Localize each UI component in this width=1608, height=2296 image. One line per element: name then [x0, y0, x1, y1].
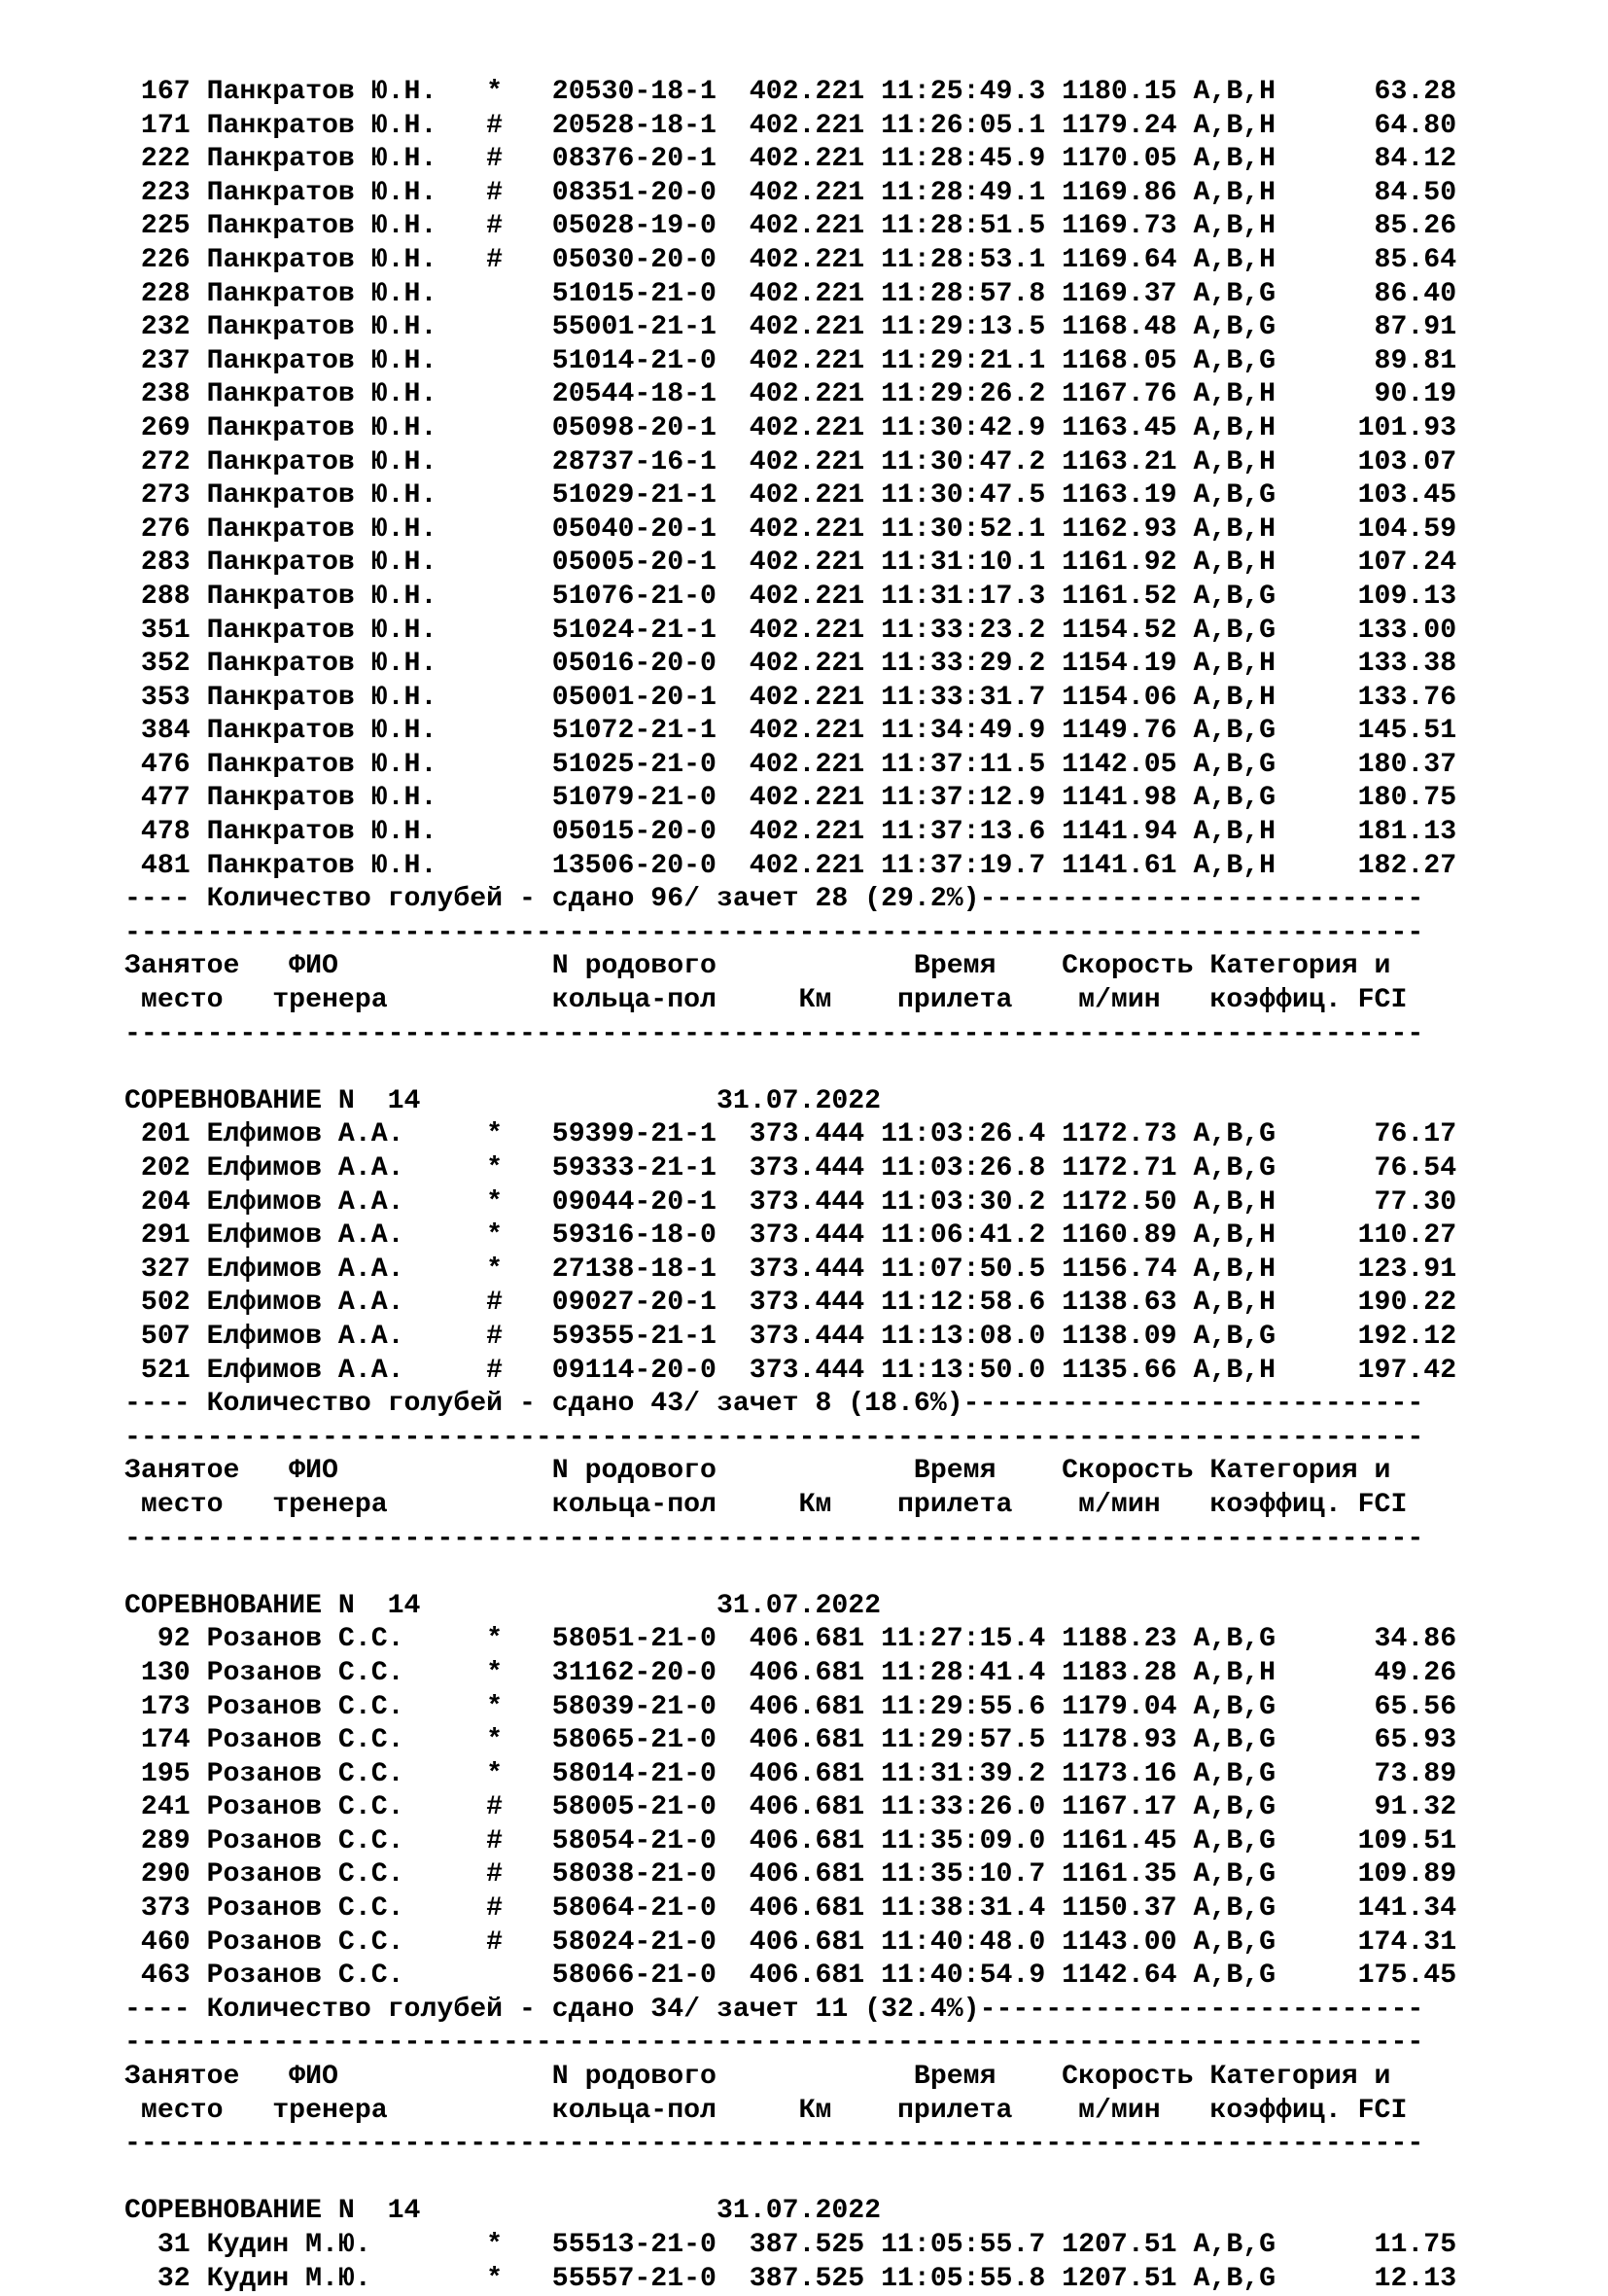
separator-line: -------------------------------------------------------------------------------	[124, 1523, 1424, 1554]
result-row: 204 Елфимов А.А. * 09044-20-1 373.444 11:03:30.2 1172.50 A,B,H 77.30	[124, 1186, 1457, 1218]
column-header: Занятое ФИО N родового Время Скорость Категория и	[124, 1456, 1391, 1487]
column-header: место тренера кольца-пол Км прилета м/мин коэффиц. FCI	[124, 2095, 1408, 2126]
result-row: 174 Розанов С.С. * 58065-21-0 406.681 11:29:57.5 1178.93 A,B,G 65.93	[124, 1725, 1457, 1756]
separator-line: -------------------------------------------------------------------------------	[124, 2028, 1424, 2059]
result-row: 460 Розанов С.С. # 58024-21-0 406.681 11:40:48.0 1143.00 A,B,G 174.31	[124, 1926, 1457, 1958]
result-row: 226 Панкратов Ю.Н. # 05030-20-0 402.221 11:28:53.1 1169.64 A,B,H 85.64	[124, 244, 1457, 275]
result-row: 283 Панкратов Ю.Н. 05005-20-1 402.221 11:31:10.1 1161.92 A,B,H 107.24	[124, 548, 1457, 579]
result-row: 241 Розанов С.С. # 58005-21-0 406.681 11:33:26.0 1167.17 A,B,G 91.32	[124, 1792, 1457, 1823]
result-row: 273 Панкратов Ю.Н. 51029-21-1 402.221 11:30:47.5 1163.19 A,B,G 103.45	[124, 480, 1457, 512]
column-header: место тренера кольца-пол Км прилета м/мин коэффиц. FCI	[124, 1489, 1408, 1520]
result-row: 291 Елфимов А.А. * 59316-18-0 373.444 11:06:41.2 1160.89 A,B,H 110.27	[124, 1220, 1457, 1252]
separator-line: -------------------------------------------------------------------------------	[124, 2129, 1424, 2160]
result-row: 32 Кудин М.Ю. * 55557-21-0 387.525 11:05:55.8 1207.51 A,B,G 12.13	[124, 2263, 1457, 2294]
pigeon-count-summary: ---- Количество голубей - сдано 96/ зачет 28 (29.2%)---------------------------	[124, 884, 1424, 915]
result-row: 478 Панкратов Ю.Н. 05015-20-0 402.221 11:37:13.6 1141.94 A,B,H 181.13	[124, 817, 1457, 848]
result-row: 353 Панкратов Ю.Н. 05001-20-1 402.221 11:33:31.7 1154.06 A,B,H 133.76	[124, 682, 1457, 713]
result-row: 290 Розанов С.С. # 58038-21-0 406.681 11:35:10.7 1161.35 A,B,G 109.89	[124, 1859, 1457, 1890]
result-row: 237 Панкратов Ю.Н. 51014-21-0 402.221 11:29:21.1 1168.05 A,B,G 89.81	[124, 345, 1457, 376]
competition-title: СОРЕВНОВАНИЕ N 14 31.07.2022	[124, 2196, 882, 2227]
column-header: место тренера кольца-пол Км прилета м/мин коэффиц. FCI	[124, 985, 1408, 1016]
result-row: 238 Панкратов Ю.Н. 20544-18-1 402.221 11:29:26.2 1167.76 A,B,H 90.19	[124, 379, 1457, 410]
result-row: 384 Панкратов Ю.Н. 51072-21-1 402.221 11:34:49.9 1149.76 A,B,G 145.51	[124, 716, 1457, 747]
result-row: 269 Панкратов Ю.Н. 05098-20-1 402.221 11:30:42.9 1163.45 A,B,H 101.93	[124, 412, 1457, 443]
competition-title: СОРЕВНОВАНИЕ N 14 31.07.2022	[124, 1085, 882, 1116]
result-row: 507 Елфимов А.А. # 59355-21-1 373.444 11:13:08.0 1138.09 A,B,G 192.12	[124, 1321, 1457, 1352]
result-row: 201 Елфимов А.А. * 59399-21-1 373.444 11:03:26.4 1172.73 A,B,G 76.17	[124, 1119, 1457, 1150]
result-row: 130 Розанов С.С. * 31162-20-0 406.681 11:28:41.4 1183.28 A,B,H 49.26	[124, 1657, 1457, 1688]
result-row: 173 Розанов С.С. * 58039-21-0 406.681 11:29:55.6 1179.04 A,B,G 65.56	[124, 1691, 1457, 1722]
result-row: 351 Панкратов Ю.Н. 51024-21-1 402.221 11:33:23.2 1154.52 A,B,G 133.00	[124, 615, 1457, 646]
result-row: 225 Панкратов Ю.Н. # 05028-19-0 402.221 11:28:51.5 1169.73 A,B,H 85.26	[124, 211, 1457, 242]
result-row: 92 Розанов С.С. * 58051-21-0 406.681 11:27:15.4 1188.23 A,B,G 34.86	[124, 1624, 1457, 1655]
blank-line	[124, 1556, 1583, 1590]
blank-line	[124, 1051, 1583, 1085]
pigeon-count-summary: ---- Количество голубей - сдано 43/ зачет 8 (18.6%)----------------------------	[124, 1389, 1424, 1420]
result-row: 276 Панкратов Ю.Н. 05040-20-1 402.221 11:30:52.1 1162.93 A,B,H 104.59	[124, 513, 1457, 545]
result-row: 222 Панкратов Ю.Н. # 08376-20-1 402.221 11:28:45.9 1170.05 A,B,H 84.12	[124, 144, 1457, 175]
result-row: 476 Панкратов Ю.Н. 51025-21-0 402.221 11:37:11.5 1142.05 A,B,G 180.37	[124, 749, 1457, 780]
result-row: 477 Панкратов Ю.Н. 51079-21-0 402.221 11:37:12.9 1141.98 A,B,G 180.75	[124, 783, 1457, 814]
result-row: 463 Розанов С.С. 58066-21-0 406.681 11:40:54.9 1142.64 A,B,G 175.45	[124, 1960, 1457, 1992]
result-row: 195 Розанов С.С. * 58014-21-0 406.681 11:31:39.2 1173.16 A,B,G 73.89	[124, 1758, 1457, 1789]
blank-line	[124, 2162, 1583, 2196]
result-row: 289 Розанов С.С. # 58054-21-0 406.681 11:35:09.0 1161.45 A,B,G 109.51	[124, 1825, 1457, 1856]
result-row: 502 Елфимов А.А. # 09027-20-1 373.444 11:12:58.6 1138.63 A,B,H 190.22	[124, 1288, 1457, 1319]
result-row: 171 Панкратов Ю.Н. # 20528-18-1 402.221 11:26:05.1 1179.24 A,B,H 64.80	[124, 110, 1457, 141]
separator-line: -------------------------------------------------------------------------------	[124, 1422, 1424, 1453]
separator-line: -------------------------------------------------------------------------------	[124, 917, 1424, 948]
result-row: 167 Панкратов Ю.Н. * 20530-18-1 402.221 11:25:49.3 1180.15 A,B,H 63.28	[124, 77, 1457, 107]
pigeon-count-summary: ---- Количество голубей - сдано 34/ зачет 11 (32.4%)---------------------------	[124, 1994, 1424, 2025]
competition-title: СОРЕВНОВАНИЕ N 14 31.07.2022	[124, 1590, 882, 1621]
column-header: Занятое ФИО N родового Время Скорость Категория и	[124, 2062, 1391, 2093]
result-row: 228 Панкратов Ю.Н. 51015-21-0 402.221 11:28:57.8 1169.37 A,B,G 86.40	[124, 278, 1457, 309]
result-row: 31 Кудин М.Ю. * 55513-21-0 387.525 11:05:55.7 1207.51 A,B,G 11.75	[124, 2230, 1457, 2260]
result-row: 521 Елфимов А.А. # 09114-20-0 373.444 11:13:50.0 1135.66 A,B,H 197.42	[124, 1355, 1457, 1386]
result-row: 223 Панкратов Ю.Н. # 08351-20-0 402.221 11:28:49.1 1169.86 A,B,H 84.50	[124, 177, 1457, 208]
result-row: 373 Розанов С.С. # 58064-21-0 406.681 11:38:31.4 1150.37 A,B,G 141.34	[124, 1893, 1457, 1925]
results-printout	[124, 76, 1583, 2296]
result-row: 232 Панкратов Ю.Н. 55001-21-1 402.221 11:29:13.5 1168.48 A,B,G 87.91	[124, 312, 1457, 343]
result-row: 288 Панкратов Ю.Н. 51076-21-0 402.221 11:31:17.3 1161.52 A,B,G 109.13	[124, 581, 1457, 612]
result-row: 481 Панкратов Ю.Н. 13506-20-0 402.221 11:37:19.7 1141.61 A,B,H 182.27	[124, 850, 1457, 881]
result-row: 272 Панкратов Ю.Н. 28737-16-1 402.221 11:30:47.2 1163.21 A,B,H 103.07	[124, 446, 1457, 477]
column-header: Занятое ФИО N родового Время Скорость Категория и	[124, 951, 1391, 982]
result-row: 327 Елфимов А.А. * 27138-18-1 373.444 11:07:50.5 1156.74 A,B,H 123.91	[124, 1254, 1457, 1285]
result-row: 352 Панкратов Ю.Н. 05016-20-0 402.221 11:33:29.2 1154.19 A,B,H 133.38	[124, 649, 1457, 680]
result-row: 202 Елфимов А.А. * 59333-21-1 373.444 11:03:26.8 1172.71 A,B,G 76.54	[124, 1153, 1457, 1183]
separator-line: -------------------------------------------------------------------------------	[124, 1018, 1424, 1049]
